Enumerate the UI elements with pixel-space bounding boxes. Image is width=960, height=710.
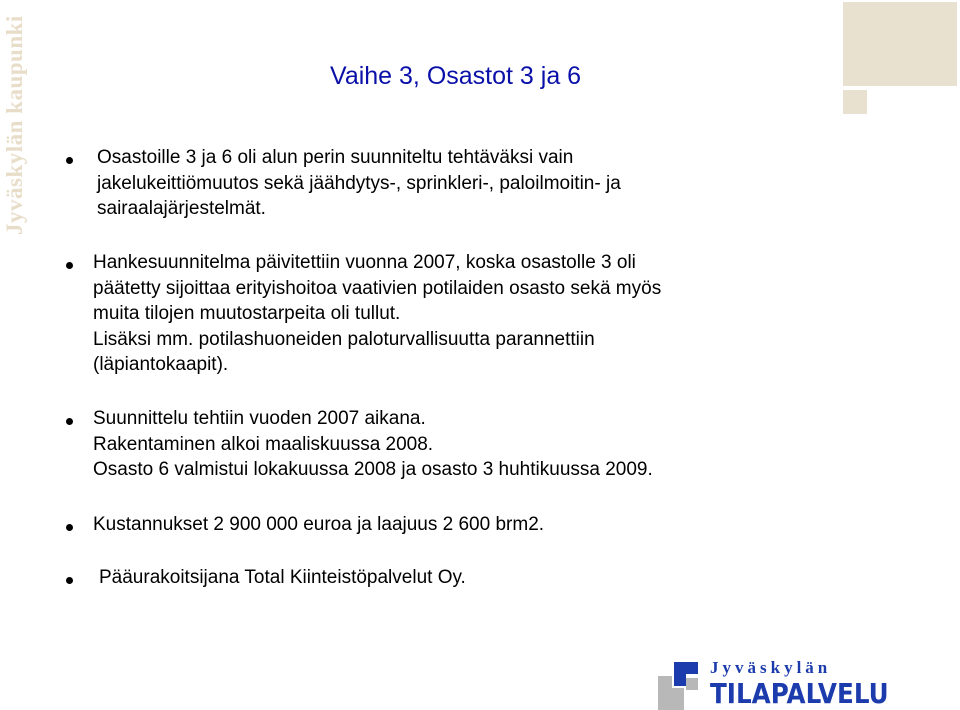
bullet-2-line-4: Lisäksi mm. potilashuoneiden paloturvallisuutta parannettiin — [93, 328, 595, 350]
bullet-dot — [66, 524, 73, 531]
logo-emblem-icon — [656, 660, 702, 710]
corner-decoration-large — [843, 2, 957, 86]
bullet-dot — [66, 577, 73, 584]
watermark-text: Jyväskylän kaupunki — [2, 15, 27, 235]
bullet-item-1 — [97, 145, 621, 222]
bullet-dot — [66, 157, 73, 164]
bullet-1-line-3: sairaalajärjestelmät. — [97, 198, 266, 219]
bullet-1-line-1: Osastoille 3 ja 6 oli alun perin suunniteltu tehtäväksi vain — [97, 147, 574, 168]
bullet-2-line-5: (läpiantokaapit). — [93, 354, 229, 375]
logo-brand-name: TILAPALVELU — [710, 677, 889, 710]
slide-title: Vaihe 3, Osastot 3 ja 6 — [330, 62, 582, 90]
bullet-2-line-2: päätetty sijoittaa erityishoitoa vaativien potilaiden osasto sekä myös — [93, 277, 662, 299]
bullet-item-4 — [93, 512, 544, 538]
bullet-3-line-1: Suunnittelu tehtiin vuoden 2007 aikana. — [93, 408, 426, 429]
bullet-dot — [66, 418, 73, 425]
logo-city-name: Jyväskylän — [710, 658, 832, 677]
corner-decoration-small — [843, 90, 867, 114]
bullet-1-line-2: jakelukeittiömuutos sekä jäähdytys-, sprinkleri-, paloilmoitin- ja — [97, 172, 621, 194]
bullet-2-line-1: Hankesuunnitelma päivitettiin vuonna 2007, koska osastolle 3 oli — [93, 252, 636, 273]
bullet-item-5 — [99, 565, 466, 591]
bullet-3-line-3: Osasto 6 valmistui lokakuussa 2008 ja osasto 3 huhtikuussa 2009. — [93, 459, 653, 480]
bullet-dot — [66, 262, 73, 269]
bullet-item-3 — [93, 406, 653, 483]
tilapalvelu-logo — [656, 658, 956, 710]
bullet-5-line-1: Pääurakoitsijana Total Kiinteistöpalvelut Oy. — [99, 567, 466, 588]
bullet-3-line-2: Rakentaminen alkoi maaliskuussa 2008. — [93, 433, 434, 455]
bullet-2-line-3: muita tilojen muutostarpeita oli tullut. — [93, 303, 401, 324]
bullet-item-2 — [93, 250, 661, 378]
bullet-4-line-1: Kustannukset 2 900 000 euroa ja laajuus 2 600 brm2. — [93, 514, 545, 535]
